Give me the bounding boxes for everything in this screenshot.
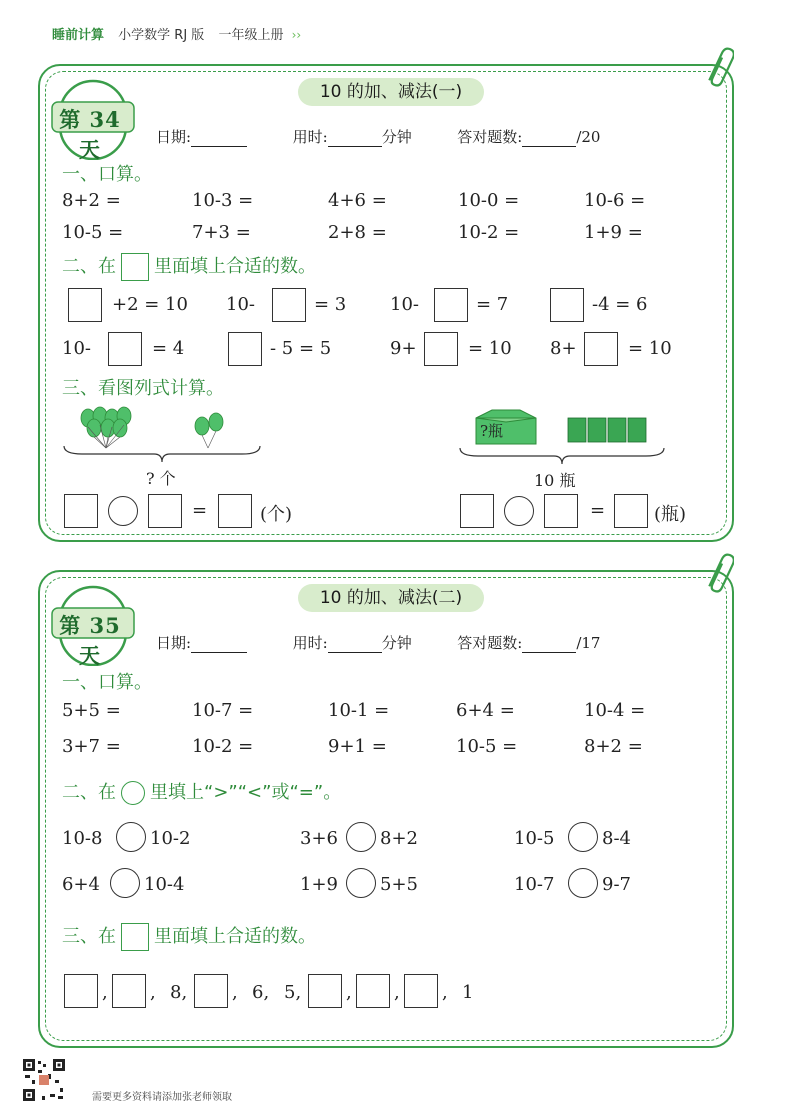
- brand-title: 睡前计算: [52, 28, 105, 43]
- unit-label: (个): [260, 504, 293, 525]
- oral-item: 10-5 =: [456, 736, 518, 757]
- seq-text: ,: [150, 982, 156, 1003]
- circle-icon: [121, 781, 145, 805]
- balloons-total-label: ? 个: [146, 469, 176, 488]
- oral-item: 10-2 =: [458, 222, 520, 243]
- oral-item: 10-0 =: [458, 190, 520, 211]
- section2-pre: 二、在: [62, 782, 116, 803]
- fill-text: - 5 = 5: [270, 338, 332, 359]
- compare-left: 10-7: [514, 874, 555, 895]
- seq-text: ,: [346, 982, 352, 1003]
- answer-box[interactable]: [404, 974, 438, 1008]
- compare-circle[interactable]: [568, 868, 598, 898]
- date-label: 日期:: [156, 128, 192, 146]
- fill-text: = 10: [468, 338, 512, 359]
- fill-text: = 7: [476, 294, 509, 315]
- day34-meta: [156, 126, 600, 147]
- day35-badge: 第 35 天: [59, 613, 121, 668]
- seq-text: 1: [462, 982, 474, 1003]
- compare-circle[interactable]: [110, 868, 140, 898]
- fill-text: = 4: [152, 338, 185, 359]
- answer-box[interactable]: [218, 494, 252, 528]
- seq-text: ,: [102, 982, 108, 1003]
- score-blank[interactable]: [522, 638, 576, 653]
- fill-text: 10-: [62, 338, 91, 359]
- answer-box[interactable]: [550, 288, 584, 322]
- compare-left: 1+9: [300, 874, 338, 895]
- operator-circle[interactable]: [108, 496, 138, 526]
- score-label: 答对题数:: [457, 634, 523, 652]
- compare-right: 9-7: [602, 874, 631, 895]
- compare-left: 6+4: [62, 874, 100, 895]
- page-header: [52, 24, 301, 43]
- day35-section3-title: [62, 922, 316, 951]
- answer-box[interactable]: [614, 494, 648, 528]
- oral-item: 1+9 =: [584, 222, 643, 243]
- answer-box[interactable]: [584, 332, 618, 366]
- bottles-total-label: 10 瓶: [534, 471, 576, 490]
- section2-post: 里填上“>”“<”或“=”。: [150, 782, 342, 803]
- oral-item: 7+3 =: [192, 222, 251, 243]
- day34-title: 10 的加、减法(一): [298, 78, 484, 106]
- time-label: 用时:: [292, 634, 328, 652]
- oral-item: 10-4 =: [584, 700, 646, 721]
- date-blank[interactable]: [191, 638, 247, 653]
- answer-box[interactable]: [112, 974, 146, 1008]
- compare-circle[interactable]: [346, 868, 376, 898]
- compare-circle[interactable]: [346, 822, 376, 852]
- compare-right: 8-4: [602, 828, 631, 849]
- oral-item: 10-3 =: [192, 190, 254, 211]
- time-unit: 分钟: [381, 634, 412, 652]
- oral-item: 6+4 =: [456, 700, 515, 721]
- unit-label: (瓶): [654, 504, 687, 525]
- seq-text: ,: [442, 982, 448, 1003]
- compare-circle[interactable]: [568, 822, 598, 852]
- compare-right: 8+2: [380, 828, 418, 849]
- oral-item: 8+2 =: [584, 736, 643, 757]
- subject-label: 小学数学 RJ 版: [118, 28, 205, 43]
- answer-box[interactable]: [64, 494, 98, 528]
- oral-item: 10-5 =: [62, 222, 124, 243]
- section2-pre: 二、在: [62, 256, 116, 277]
- fill-text: +2 = 10: [112, 294, 188, 315]
- oral-item: 10-7 =: [192, 700, 254, 721]
- equals-sign: =: [590, 500, 606, 521]
- section3-pre: 三、在: [62, 926, 116, 947]
- answer-box[interactable]: [544, 494, 578, 528]
- compare-circle[interactable]: [116, 822, 146, 852]
- seq-text: ,: [394, 982, 400, 1003]
- answer-box[interactable]: [68, 288, 102, 322]
- date-blank[interactable]: [191, 132, 247, 147]
- seq-text: 8,: [170, 982, 188, 1003]
- compare-left: 3+6: [300, 828, 338, 849]
- day34-card: [38, 64, 734, 542]
- day34-section2-title: [62, 252, 316, 281]
- section3-post: 里面填上合适的数。: [154, 926, 316, 947]
- chevron-right-icon: ››: [291, 28, 302, 42]
- day34-section3-title: 三、看图列式计算。: [62, 378, 224, 399]
- day35-section1-title: 一、口算。: [62, 672, 152, 693]
- oral-item: 10-1 =: [328, 700, 390, 721]
- day35-meta: [156, 632, 600, 653]
- paperclip-icon: [708, 44, 734, 90]
- fill-text: 8+: [550, 338, 577, 359]
- paperclip-icon: [708, 550, 734, 596]
- fill-text: = 10: [628, 338, 672, 359]
- day34-section1-title: 一、口算。: [62, 164, 152, 185]
- fill-text: 10-: [390, 294, 419, 315]
- seq-text: 6,: [252, 982, 270, 1003]
- footer-note: 需要更多资料请添加张老师领取: [92, 1092, 232, 1103]
- score-total: /17: [576, 634, 601, 652]
- qr-code-icon[interactable]: [22, 1058, 66, 1102]
- date-label: 日期:: [156, 634, 192, 652]
- fill-text: = 3: [314, 294, 347, 315]
- oral-item: 2+8 =: [328, 222, 387, 243]
- oral-item: 4+6 =: [328, 190, 387, 211]
- fill-text: -4 = 6: [592, 294, 648, 315]
- oral-item: 10-6 =: [584, 190, 646, 211]
- answer-box[interactable]: [356, 974, 390, 1008]
- answer-box[interactable]: [434, 288, 468, 322]
- answer-box[interactable]: [460, 494, 494, 528]
- compare-right: 5+5: [380, 874, 418, 895]
- answer-box[interactable]: [194, 974, 228, 1008]
- score-blank[interactable]: [522, 132, 576, 147]
- answer-box[interactable]: [308, 974, 342, 1008]
- day34-badge: 第 34 天: [59, 107, 121, 162]
- score-label: 答对题数:: [457, 128, 523, 146]
- seq-text: 5,: [284, 982, 302, 1003]
- time-blank[interactable]: [328, 132, 382, 147]
- seq-text: ,: [232, 982, 238, 1003]
- answer-box[interactable]: [228, 332, 262, 366]
- section2-post: 里面填上合适的数。: [154, 256, 316, 277]
- compare-right: 10-4: [144, 874, 185, 895]
- oral-item: 9+1 =: [328, 736, 387, 757]
- day35-card: [38, 570, 734, 1048]
- time-label: 用时:: [292, 128, 328, 146]
- day35-section2-title: [62, 778, 341, 805]
- oral-item: 3+7 =: [62, 736, 121, 757]
- compare-left: 10-8: [62, 828, 103, 849]
- box-icon: [121, 923, 149, 951]
- compare-right: 10-2: [150, 828, 191, 849]
- brace-icon: [62, 444, 262, 466]
- oral-item: 10-2 =: [192, 736, 254, 757]
- time-blank[interactable]: [328, 638, 382, 653]
- answer-box[interactable]: [148, 494, 182, 528]
- brace-icon: [458, 446, 666, 468]
- oral-item: 5+5 =: [62, 700, 121, 721]
- equals-sign: =: [192, 500, 208, 521]
- answer-box[interactable]: [424, 332, 458, 366]
- box-question-label: ?瓶: [480, 422, 504, 440]
- grade-label: 一年级上册: [218, 28, 284, 43]
- fill-text: 9+: [390, 338, 417, 359]
- time-unit: 分钟: [381, 128, 412, 146]
- oral-item: 8+2 =: [62, 190, 121, 211]
- day35-title: 10 的加、减法(二): [298, 584, 484, 612]
- compare-left: 10-5: [514, 828, 555, 849]
- operator-circle[interactable]: [504, 496, 534, 526]
- answer-box[interactable]: [108, 332, 142, 366]
- box-icon: [121, 253, 149, 281]
- score-total: /20: [576, 128, 601, 146]
- answer-box[interactable]: [272, 288, 306, 322]
- answer-box[interactable]: [64, 974, 98, 1008]
- fill-text: 10-: [226, 294, 255, 315]
